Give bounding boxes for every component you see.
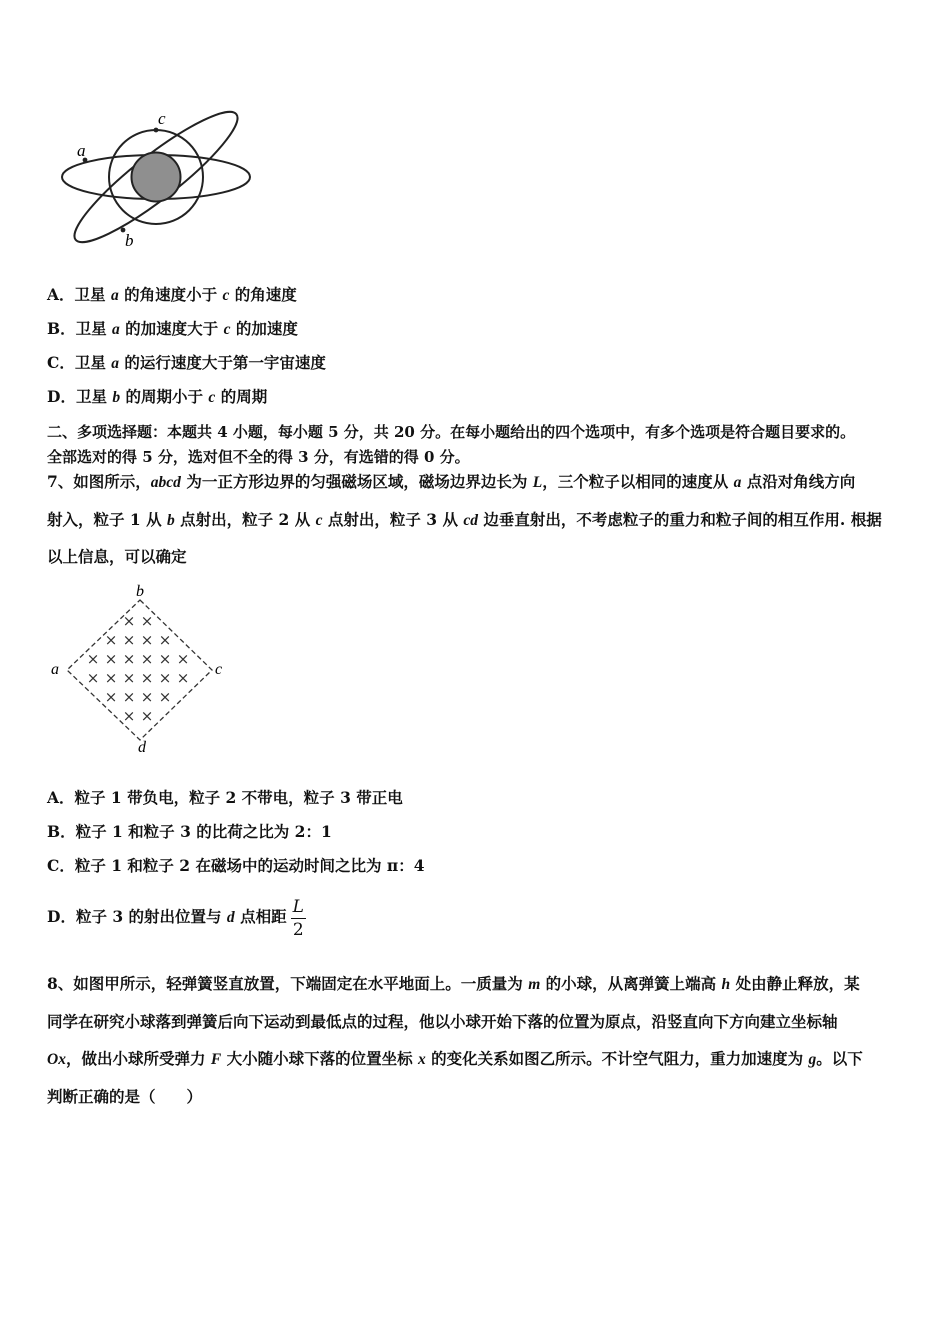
label-a: a [77, 141, 86, 160]
section2-heading-line2: 全部选对的得 5 分，选对但不全的得 3 分，有选错的得 0 分。 [47, 448, 470, 466]
q8-stem-line4: 判断正确的是（ ） [47, 1087, 203, 1106]
field-cross: × [104, 688, 118, 706]
field-cross: × [140, 650, 154, 668]
corner-label-a: a [51, 661, 59, 678]
corner-label-b: b [136, 583, 144, 600]
field-cross: × [176, 669, 190, 687]
q6-option-d: D．卫星 b 的周期小于 c 的周期 [47, 387, 268, 406]
corner-label-c: c [215, 661, 223, 678]
earth-disk [132, 153, 181, 202]
field-cross: × [122, 612, 136, 630]
field-cross: × [158, 669, 172, 687]
field-cross: × [122, 669, 136, 687]
field-cross: × [140, 612, 154, 630]
field-cross: × [140, 631, 154, 649]
q8-stem-line1: 8、如图甲所示，轻弹簧竖直放置，下端固定在水平地面上。一质量为 m 的小球，从离弹簧上端高 h 处由静止释放，某 [47, 974, 860, 993]
label-b: b [125, 231, 134, 250]
field-cross: × [122, 650, 136, 668]
q6-option-c: C．卫星 a 的运行速度大于第一宇宙速度 [47, 353, 326, 372]
field-cross: × [86, 650, 100, 668]
q7-stem-line3: 以上信息，可以确定 [47, 547, 187, 566]
q7-stem-line2: 射入，粒子 1 从 b 点射出，粒子 2 从 c 点射出，粒子 3 从 cd 边垂直射出，不考虑粒子的重力和粒子间的相互作用. 根据 [47, 510, 882, 529]
fraction-L-over-2: $\frac{L}{2}$ [292, 896, 304, 940]
field-cross: × [104, 669, 118, 687]
q8-stem-line3: Ox，做出小球所受弹力 F 大小随小球下落的位置坐标 x 的变化关系如图乙所示。不计空气阻力，重力加速度为 g。以下 [47, 1049, 863, 1068]
q7-option-d: D．粒子 3 的射出位置与 d 点相距 $\frac{L}{2}$ [47, 896, 304, 940]
field-cross: × [122, 707, 136, 725]
field-cross: × [140, 669, 154, 687]
q7-option-c: C．粒子 1 和粒子 2 在磁场中的运动时间之比为 π：4 [47, 856, 425, 875]
field-cross: × [158, 688, 172, 706]
orbits-figure [55, 110, 265, 255]
field-cross: × [104, 631, 118, 649]
satellite-c-dot [154, 128, 159, 133]
field-cross: × [158, 650, 172, 668]
field-cross: × [176, 650, 190, 668]
q7-option-b: B．粒子 1 和粒子 3 的比荷之比为 2：1 [47, 822, 332, 841]
q7-stem-line1: 7、如图所示，abcd 为一正方形边界的匀强磁场区域，磁场边界边长为 L，三个粒子以相同的速度从 a 点沿对角线方向 [47, 472, 856, 491]
magnetic-field-figure [45, 582, 230, 754]
corner-label-d: d [138, 739, 146, 754]
q7-option-a: A．粒子 1 带负电，粒子 2 不带电，粒子 3 带正电 [47, 788, 403, 807]
q8-stem-line2: 同学在研究小球落到弹簧后向下运动到最低点的过程，他以小球开始下落的位置为原点，沿竖直向下方向建立坐标轴 [47, 1012, 838, 1031]
section2-heading-line1: 二、多项选择题：本题共 4 小题，每小题 5 分，共 20 分。在每小题给出的四个选项中，有多个选项是符合题目要求的。 [47, 423, 856, 441]
label-c: c [158, 110, 166, 128]
field-cross: × [158, 631, 172, 649]
q6-option-b: B．卫星 a 的加速度大于 c 的加速度 [47, 319, 298, 338]
field-cross: × [122, 688, 136, 706]
field-cross: × [104, 650, 118, 668]
field-crosses [87, 612, 190, 725]
field-cross: × [140, 707, 154, 725]
field-cross: × [140, 688, 154, 706]
q6-option-a: A．卫星 a 的角速度小于 c 的角速度 [47, 285, 297, 304]
field-cross: × [86, 669, 100, 687]
field-cross: × [122, 631, 136, 649]
